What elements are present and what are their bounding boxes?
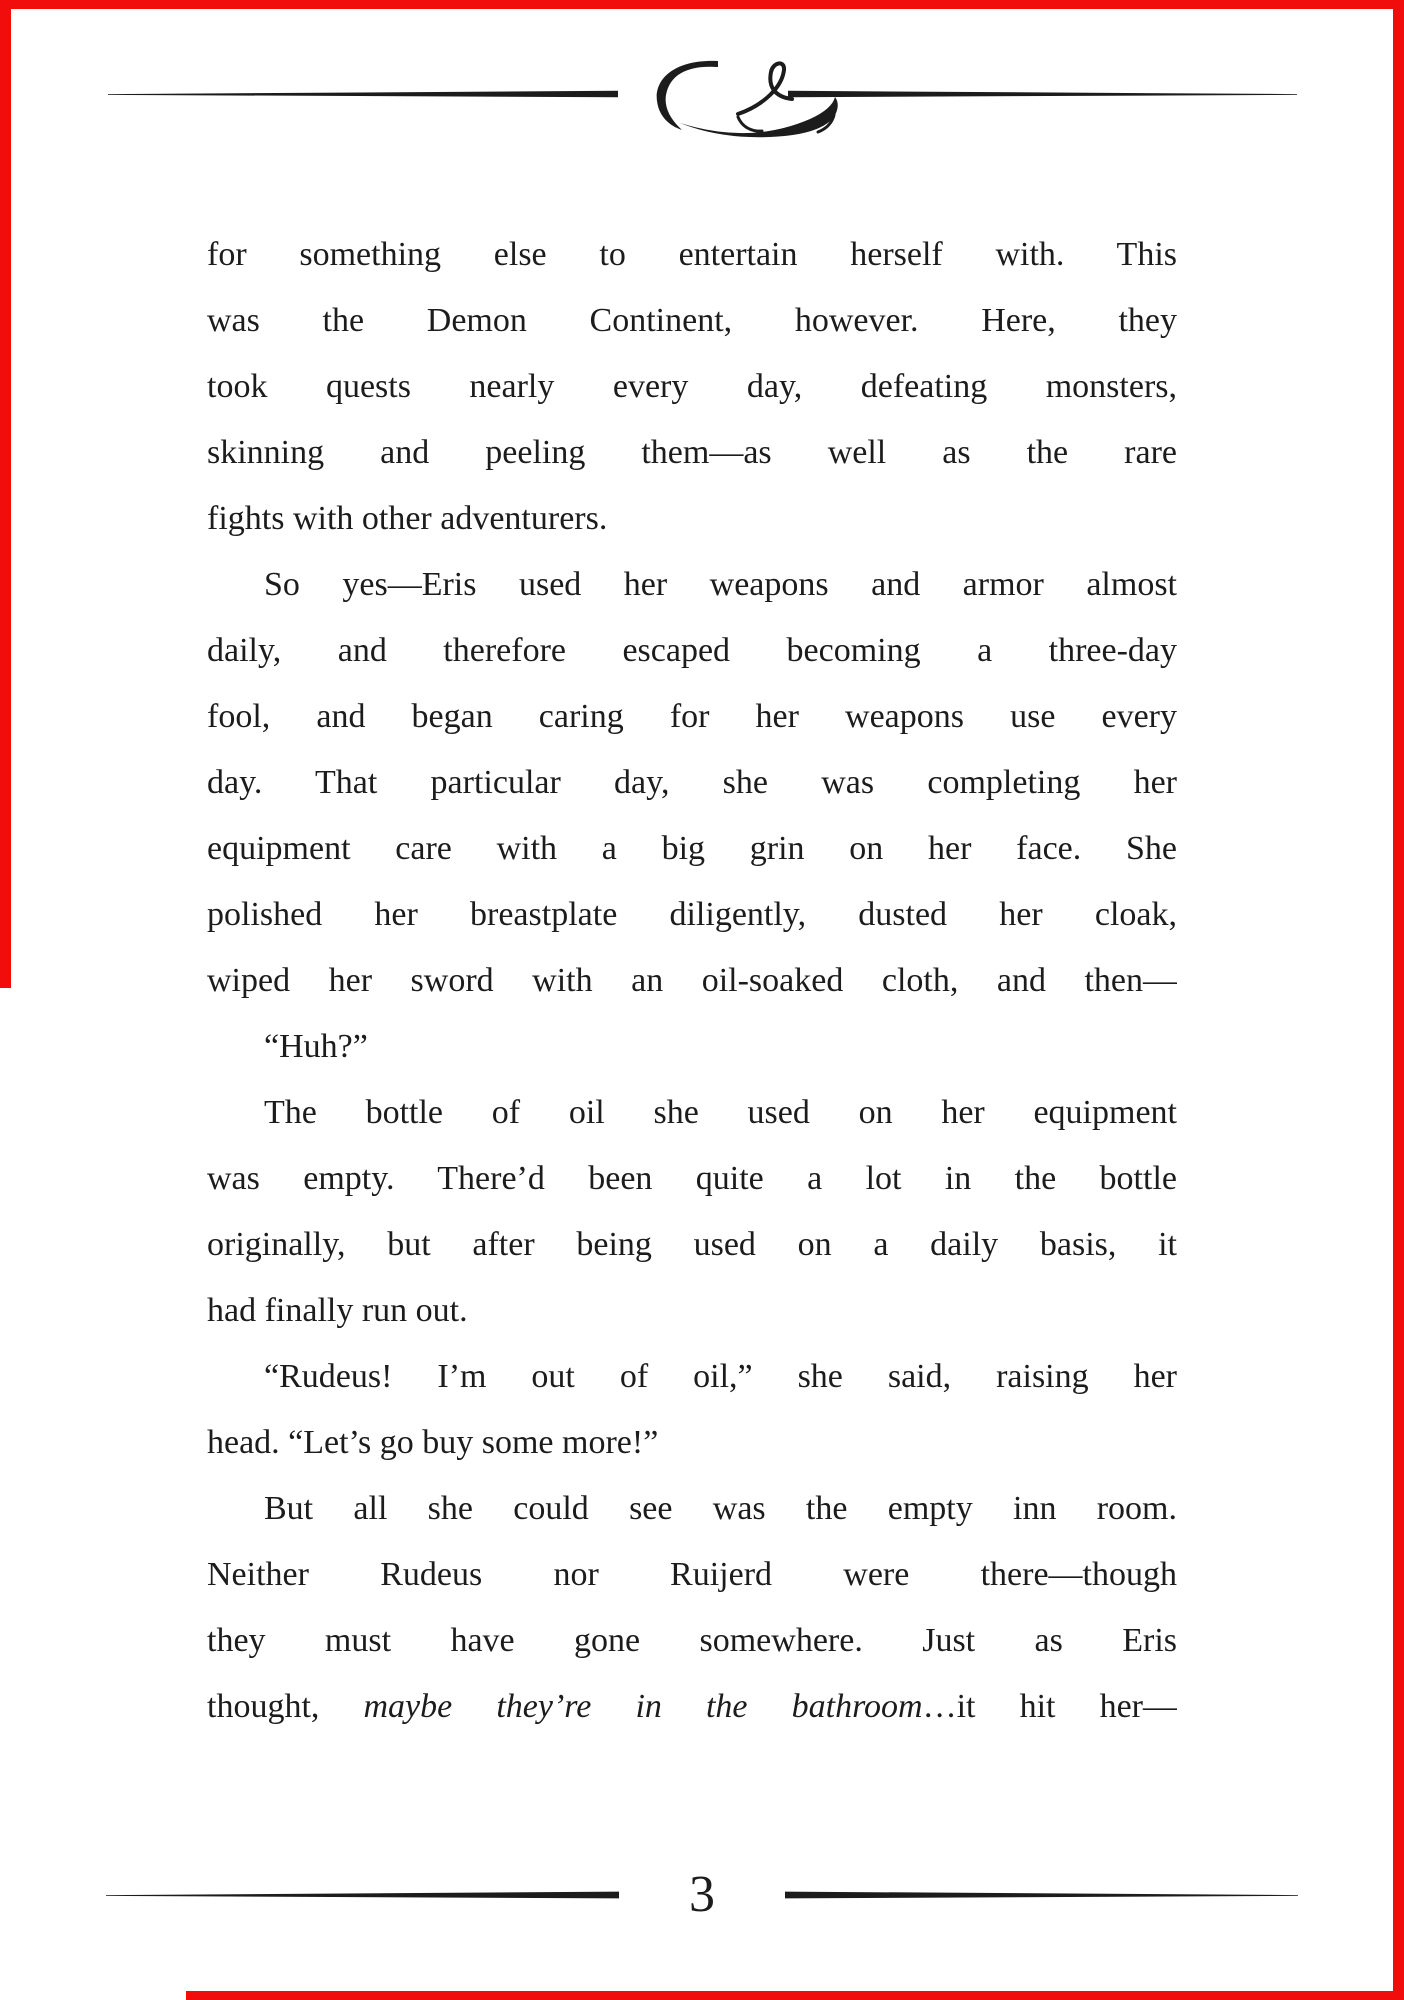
text-line: head. “Let’s go buy some more!” <box>207 1424 659 1461</box>
paragraph <box>207 1344 1177 1476</box>
text-line: Neither Rudeus nor Ruijerd were there—though <box>207 1556 1177 1593</box>
text-line: was the Demon Continent, however. Here, they <box>207 302 1177 339</box>
red-edge-top <box>0 0 1404 9</box>
text-line: equipment care with a big grin on her face. She <box>207 830 1177 867</box>
red-edge-bottom <box>186 1991 1404 2000</box>
page-number: 3 <box>689 1866 715 1923</box>
page-footer <box>0 1862 1404 1928</box>
text-line: “Huh?” <box>264 1028 368 1065</box>
page-body-text <box>207 222 1177 1740</box>
text-line: had finally run out. <box>207 1292 468 1329</box>
text-line: was empty. There’d been quite a lot in the bottle <box>207 1160 1177 1197</box>
text-line: “Rudeus! I’m out of oil,” she said, raising her <box>264 1358 1177 1395</box>
text-line <box>207 1674 1177 1740</box>
text-line: they must have gone somewhere. Just as Eris <box>207 1622 1177 1659</box>
final-line-prefix: thought, <box>207 1688 364 1725</box>
text-line: But all she could see was the empty inn room. <box>264 1490 1177 1527</box>
paragraph <box>207 222 1177 552</box>
text-line: daily, and therefore escaped becoming a three-day <box>207 632 1177 669</box>
footer-rule-right <box>785 1891 1298 1899</box>
text-line: day. That particular day, she was completing her <box>207 764 1177 801</box>
text-line: The bottle of oil she used on her equipment <box>264 1094 1177 1131</box>
paragraph <box>207 552 1177 1014</box>
text-line: wiped her sword with an oil-soaked cloth, and then— <box>207 962 1177 999</box>
final-line-suffix: …it hit her— <box>922 1688 1177 1725</box>
header-divider-flourish-icon <box>0 40 1404 150</box>
paragraph <box>207 1080 1177 1344</box>
text-line: fights with other adventurers. <box>207 500 608 537</box>
text-line: fool, and began caring for her weapons use every <box>207 698 1177 735</box>
final-line-italic: maybe they’re in the bathroom <box>363 1688 923 1725</box>
text-line: for something else to entertain herself with. This <box>207 236 1177 273</box>
paragraph <box>207 1014 1177 1080</box>
text-line: So yes—Eris used her weapons and armor almost <box>264 566 1177 603</box>
text-line: polished her breastplate diligently, dusted her cloak, <box>207 896 1177 933</box>
text-line: originally, but after being used on a daily basis, it <box>207 1226 1177 1263</box>
paragraph <box>207 1476 1177 1740</box>
red-edge-right <box>1393 0 1404 2000</box>
text-line: took quests nearly every day, defeating monsters, <box>207 368 1177 405</box>
text-line: skinning and peeling them—as well as the rare <box>207 434 1177 471</box>
